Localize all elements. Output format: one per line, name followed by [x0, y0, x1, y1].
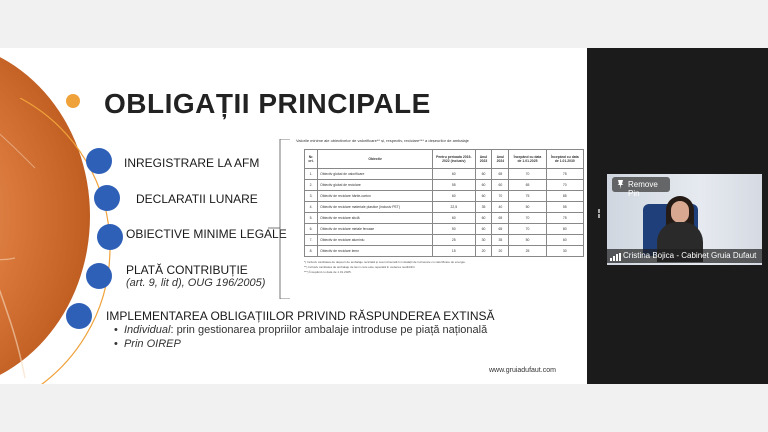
table-cell: 70 [492, 191, 509, 202]
table-cell: 60 [433, 191, 475, 202]
table-cell: 65 [492, 169, 509, 180]
table-cell: 55 [433, 180, 475, 191]
accent-dot [66, 94, 80, 108]
table-cell: 4. [305, 202, 318, 213]
table-cell: 60 [433, 169, 475, 180]
table-cell: 65 [492, 213, 509, 224]
objective-cell: Obiectiv global de valorificare [318, 169, 433, 180]
bullet-circle [94, 185, 120, 211]
video-person-face [671, 201, 689, 223]
item-label: DECLARATII LUNARE [136, 192, 258, 206]
table-cell: 50 [433, 224, 475, 235]
objective-cell: Obiectiv de reciclare materiale plastice (inclusiv PET) [318, 202, 433, 213]
item-label: INREGISTRARE LA AFM [124, 156, 260, 170]
table-cell: 7. [305, 235, 318, 246]
presentation-slide [0, 48, 587, 384]
bullet-item: • Individual: prin gestionarea propriilor ambalaje introduse pe piață națională [114, 324, 488, 336]
table-cell: 75 [546, 169, 583, 180]
table-note: ***) Începând cu data de 1.01.2025. [304, 270, 352, 274]
panel-resize-handle[interactable] [598, 208, 602, 224]
table-cell: 1. [305, 169, 318, 180]
table-row [305, 202, 584, 213]
table-cell: 60 [475, 169, 492, 180]
bottom-bar [0, 384, 768, 432]
table-row [305, 180, 584, 191]
table-cell: 65 [492, 224, 509, 235]
bullet-em: Individual [123, 324, 171, 336]
table-header: Începând cu data de 1.01.2025 [509, 150, 546, 169]
bullet-em: Prin OIREP [123, 338, 181, 350]
table-cell: 60 [433, 213, 475, 224]
bracket-connector [268, 139, 292, 299]
remove-pin-label: Remove Pin [628, 180, 658, 198]
item-label: PLATĂ CONTRIBUȚIE [126, 263, 248, 277]
table-cell: 60 [475, 224, 492, 235]
table-cell: 60 [546, 235, 583, 246]
participant-name: Cristina Bojica - Cabinet Gruia Dufaut [623, 251, 757, 260]
table-cell: 60 [475, 180, 492, 191]
bullet-circle [86, 263, 112, 289]
bullet-item: • Prin OIREP [114, 338, 181, 350]
top-bar [0, 0, 768, 48]
participant-name-bar [607, 249, 762, 263]
table-cell: 50 [509, 202, 546, 213]
table-header: Obiectiv [318, 150, 433, 169]
table-cell: 5. [305, 213, 318, 224]
website-url: www.gruiadufaut.com [489, 367, 556, 374]
table-cell: 75 [546, 213, 583, 224]
table-cell: 8. [305, 246, 318, 257]
table-cell: 3. [305, 191, 318, 202]
table-body [305, 169, 584, 257]
table-cell: 70 [546, 180, 583, 191]
table-cell: 25 [509, 246, 546, 257]
table-cell: 60 [475, 191, 492, 202]
table-cell: 55 [546, 202, 583, 213]
table-cell: 75 [509, 191, 546, 202]
table-note: **) Inclusiv cantitatea de ambalaje de lemn care este reparată în vederea reutilizării. [304, 265, 416, 269]
item-label: OBIECTIVE MINIME LEGALE [126, 227, 287, 241]
table-row [305, 191, 584, 202]
bullet-text: : prin gestionarea propriilor ambalaje introduse pe piață națională [170, 324, 488, 336]
table-header-row [305, 150, 584, 169]
table-cell: 2. [305, 180, 318, 191]
bullet-circle [86, 148, 112, 174]
table-cell: 60 [492, 180, 509, 191]
table-cell: 85 [546, 191, 583, 202]
objective-cell: Obiectiv de reciclare sticlă [318, 213, 433, 224]
table-header: Pentru perioada 2019-2022 (inclusiv) [433, 150, 475, 169]
table-row [305, 246, 584, 257]
table-cell: 20 [475, 246, 492, 257]
table-cell: 70 [509, 213, 546, 224]
table-cell: 35 [492, 235, 509, 246]
table-row [305, 213, 584, 224]
table-cell: 70 [509, 224, 546, 235]
table-row [305, 224, 584, 235]
objectives-table [304, 149, 584, 257]
table-cell: 40 [492, 202, 509, 213]
signal-strength-icon [610, 252, 622, 261]
pin-icon [617, 180, 624, 189]
objectives-table-block [296, 138, 587, 275]
objective-cell: Obiectiv de reciclare aluminiu [318, 235, 433, 246]
item-label: IMPLEMENTAREA OBLIGAȚIILOR PRIVIND RĂSPUNDEREA EXTINSĂ [106, 309, 495, 323]
table-title: Valorile minime ale obiectivelor de valorificare** și, respectiv, reciclare*** a deșeurilor de ambalaje [296, 138, 469, 143]
bullet-circle [66, 303, 92, 329]
table-cell: 25 [433, 235, 475, 246]
table-cell: 70 [509, 169, 546, 180]
table-cell: 30 [475, 235, 492, 246]
table-cell: 65 [509, 180, 546, 191]
table-notes [304, 260, 587, 275]
table-cell: 50 [509, 235, 546, 246]
table-cell: 6. [305, 224, 318, 235]
table-header: Nr. crt. [305, 150, 318, 169]
objective-cell: Obiectiv de reciclare metale feroase [318, 224, 433, 235]
table-cell: 30 [546, 246, 583, 257]
table-cell: 22,5 [433, 202, 475, 213]
table-header: Anul 2023 [475, 150, 492, 169]
table-cell: 15 [433, 246, 475, 257]
table-header: Începând cu data de 1.01.2030 [546, 150, 583, 169]
objective-cell: Obiectiv global de reciclare [318, 180, 433, 191]
table-row [305, 235, 584, 246]
item-sublabel: (art. 9, lit d), OUG 196/2005) [126, 277, 266, 289]
table-row [305, 169, 584, 180]
table-cell: 35 [475, 202, 492, 213]
table-header: Anul 2024 [492, 150, 509, 169]
table-cell: 80 [546, 224, 583, 235]
table-cell: 20 [492, 246, 509, 257]
objective-cell: Obiectiv de reciclare lemn [318, 246, 433, 257]
objective-cell: Obiectiv de reciclare hârtie-carton [318, 191, 433, 202]
remove-pin-button[interactable] [612, 177, 670, 198]
bullet-circle [97, 224, 123, 250]
table-cell: 60 [475, 213, 492, 224]
table-note: *) Inclusiv cantitatea de deșeuri de ambalaje reciclată și cea incinerată în instalații de incinerare cu valorificare de energie. [304, 260, 466, 264]
slide-title: OBLIGAȚII PRINCIPALE [104, 88, 431, 119]
